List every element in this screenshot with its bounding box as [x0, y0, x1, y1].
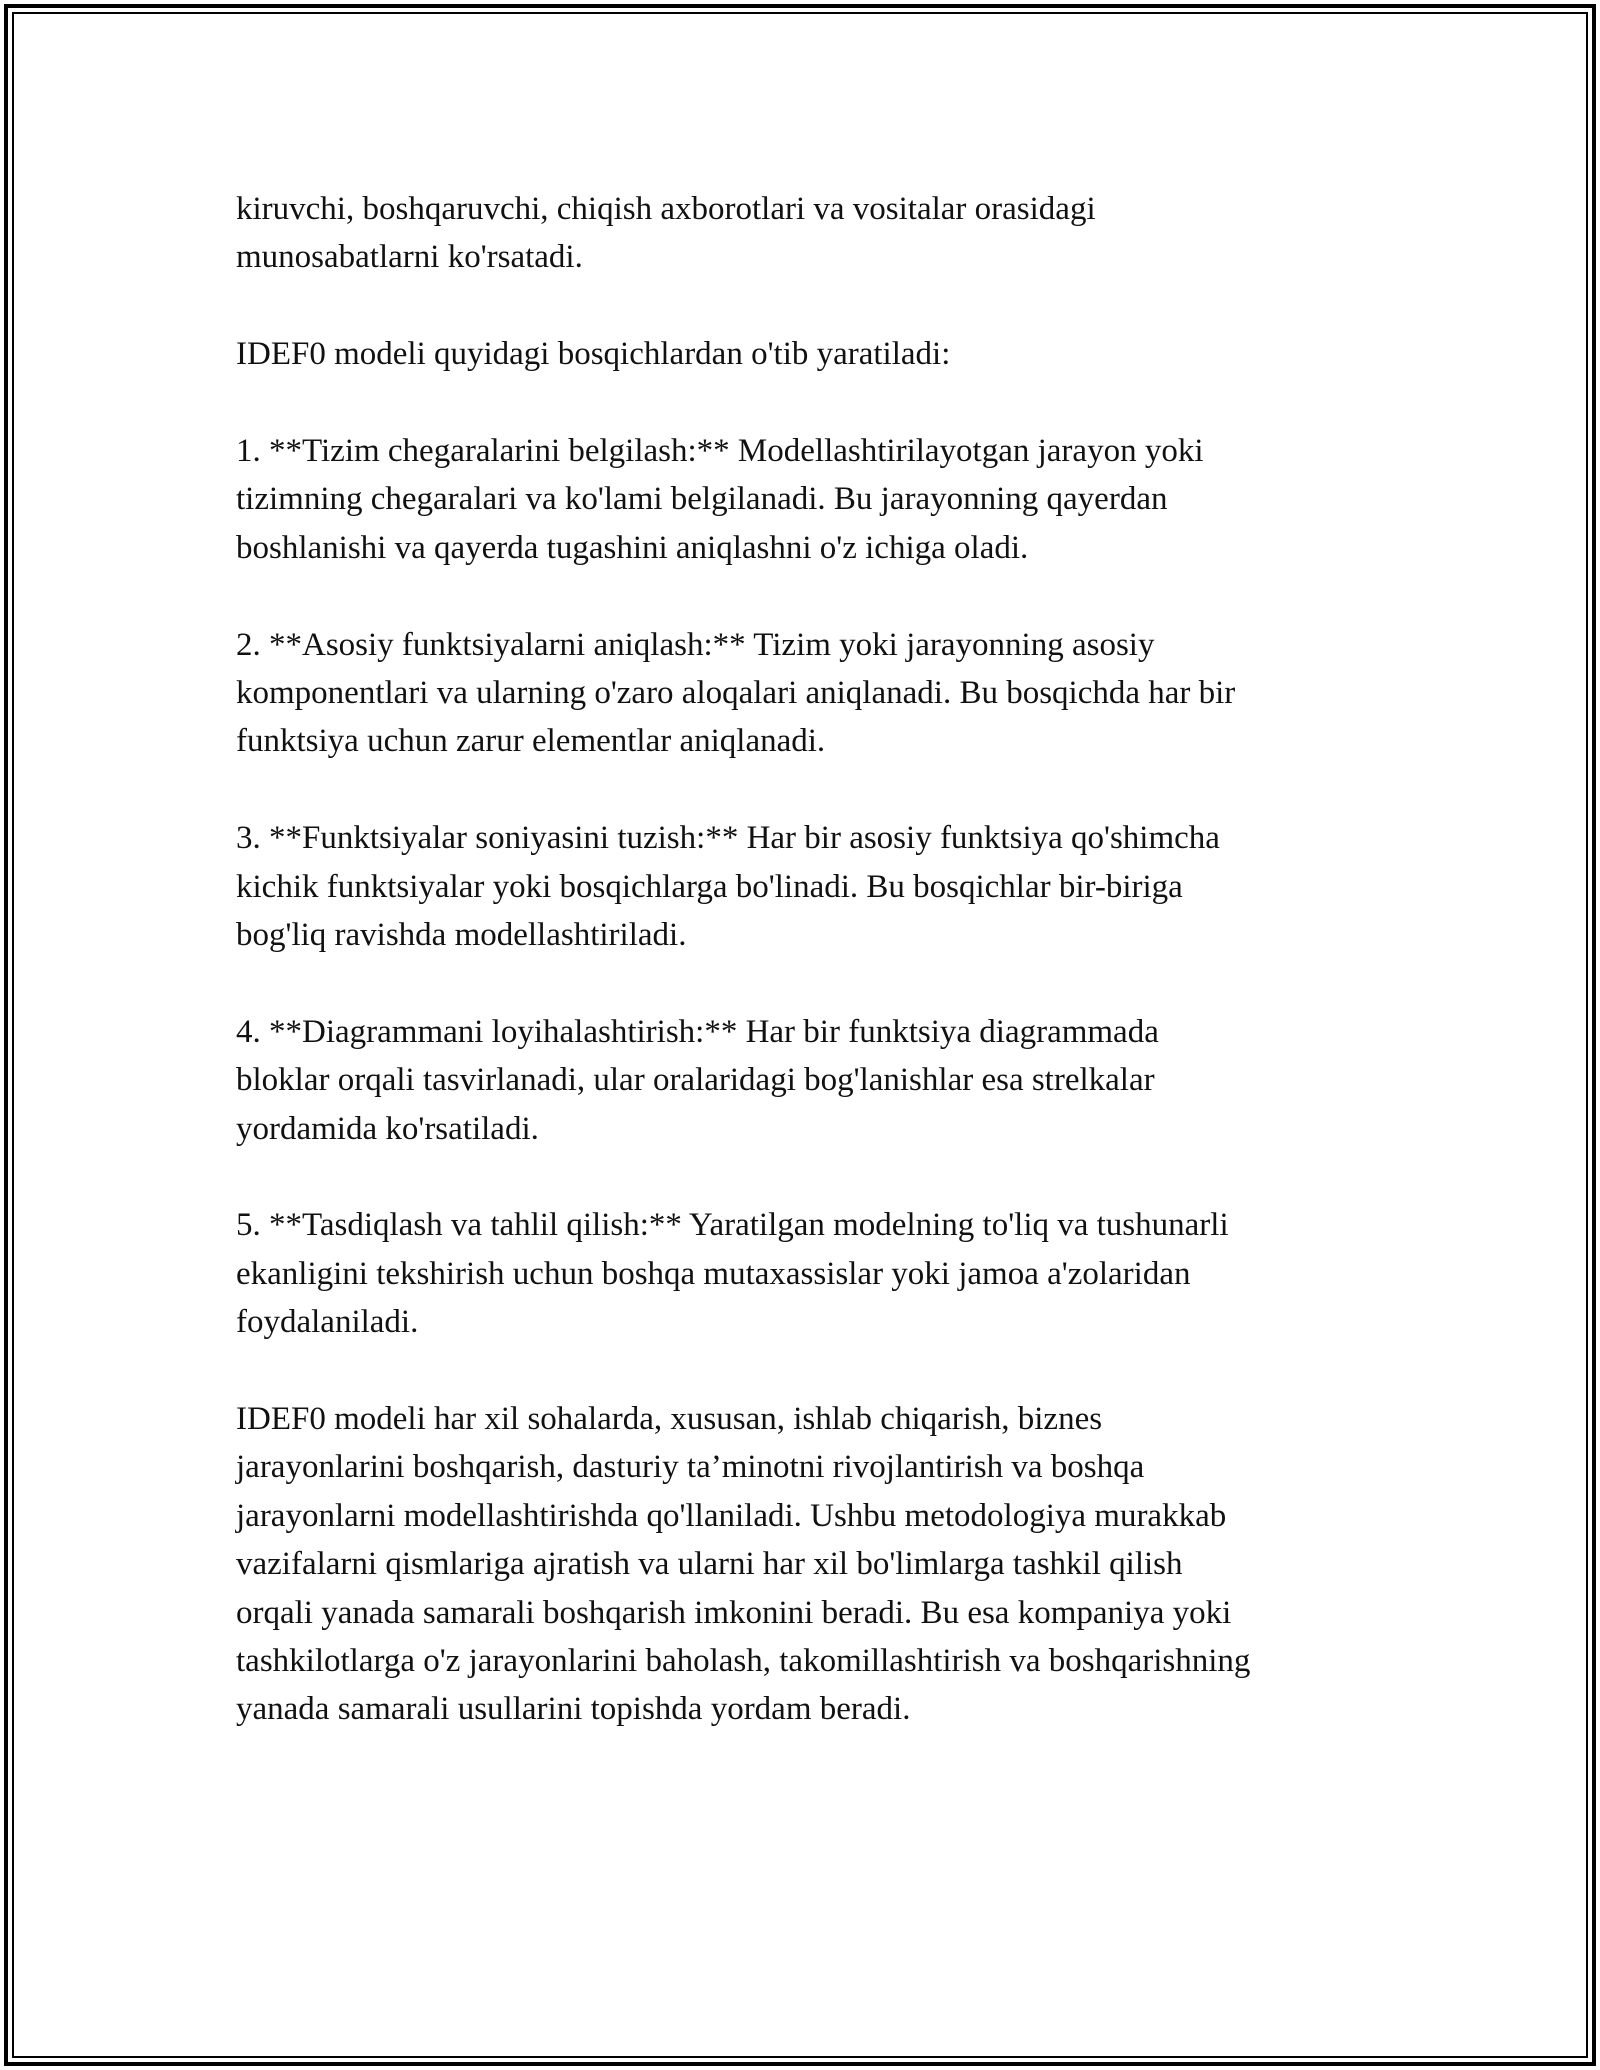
text-line: bog'liq ravishda modellashtiriladi.	[236, 917, 687, 954]
list-item-step-5	[236, 1201, 1396, 1346]
paragraph-intro-continuation	[236, 185, 1396, 282]
text-line: jarayonlarni modellashtirishda qo'llaniladi. Ushbu metodologiya murakkab	[236, 1497, 1227, 1534]
text-line: kichik funktsiyalar yoki bosqichlarga bo'linadi. Bu bosqichlar bir-biriga	[236, 868, 1183, 905]
list-item-step-1	[236, 427, 1396, 572]
text-line: vazifalarni qismlariga ajratish va ularni har xil bo'limlarga tashkil qilish	[236, 1546, 1183, 1583]
text-line: foydalaniladi.	[236, 1304, 419, 1341]
text-line: funktsiya uchun zarur elementlar aniqlanadi.	[236, 723, 826, 760]
text-line: 5. **Tasdiqlash va tahlil qilish:** Yaratilgan modelning to'liq va tushunarli	[236, 1207, 1229, 1244]
text-line: komponentlari va ularning o'zaro aloqalari aniqlanadi. Bu bosqichda har bir	[236, 675, 1236, 712]
list-item-step-2	[236, 621, 1396, 766]
text-line: kiruvchi, boshqaruvchi, chiqish axborotlari va vositalar orasidagi	[236, 191, 1096, 227]
text-line: tashkilotlarga o'z jarayonlarini baholash, takomillashtirish va boshqarishning	[236, 1643, 1251, 1680]
text-line: tizimning chegaralari va ko'lami belgilanadi. Bu jarayonning qayerdan	[236, 481, 1168, 518]
text-line: yordamida ko'rsatiladi.	[236, 1110, 539, 1147]
text-line: orqali yanada samarali boshqarish imkonini beradi. Bu esa kompaniya yoki	[236, 1594, 1232, 1631]
paragraph-conclusion	[236, 1395, 1396, 1734]
text-line: 4. **Diagrammani loyihalashtirish:** Har bir funktsiya diagrammada	[236, 1013, 1159, 1050]
text-line: jarayonlarini boshqarish, dasturiy ta’minotni rivojlantirish va boshqa	[236, 1449, 1145, 1486]
list-item-step-3	[236, 814, 1396, 959]
list-item-step-4	[236, 1008, 1396, 1153]
text-line: 3. **Funktsiyalar soniyasini tuzish:** Har bir asosiy funktsiya qo'shimcha	[236, 820, 1220, 857]
text-line: bloklar orqali tasvirlanadi, ular oralaridagi bog'lanishlar esa strelkalar	[236, 1062, 1155, 1099]
text-line: munosabatlarni ko'rsatadi.	[236, 239, 583, 276]
text-line: IDEF0 modeli har xil sohalarda, xususan, ishlab chiqarish, biznes	[236, 1401, 1103, 1438]
text-line: 2. **Asosiy funktsiyalarni aniqlash:** Tizim yoki jarayonning asosiy	[236, 626, 1155, 663]
text-line: IDEF0 modeli quyidagi bosqichlardan o'tib yaratiladi:	[236, 336, 951, 373]
text-line: ekanligini tekshirish uchun boshqa mutaxassislar yoki jamoa a'zolaridan	[236, 1255, 1191, 1292]
text-line: boshlanishi va qayerda tugashini aniqlashni o'z ichiga oladi.	[236, 529, 1029, 566]
text-line: 1. **Tizim chegaralarini belgilash:** Modellashtirilayotgan jarayon yoki	[236, 433, 1204, 469]
text-line: yanada samarali usullarini topishda yordam beradi.	[236, 1691, 911, 1728]
paragraph-stages-heading	[236, 330, 1396, 378]
document-body	[236, 185, 1396, 1782]
